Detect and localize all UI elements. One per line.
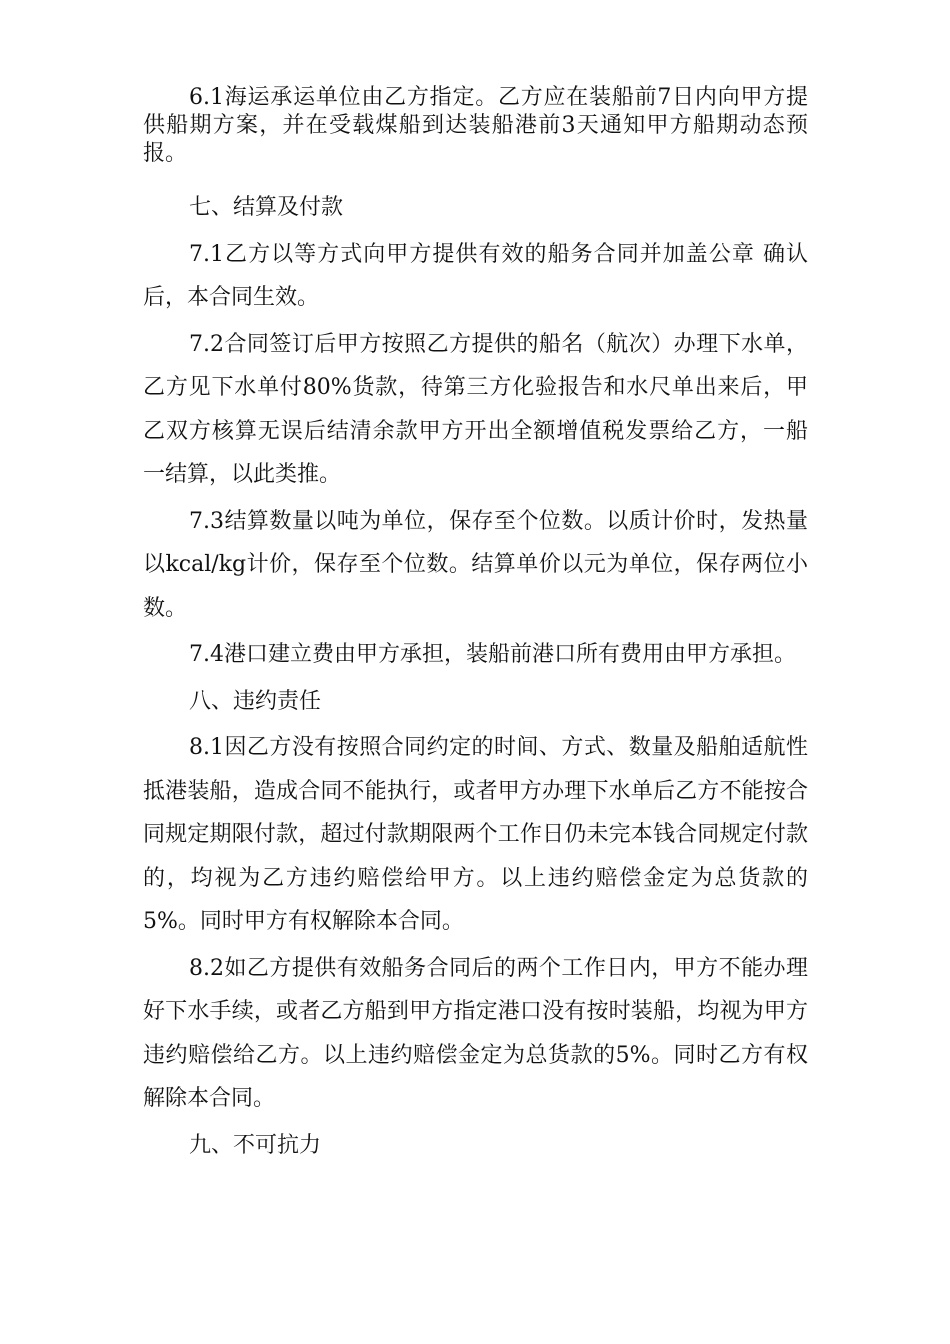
document-page: [143, 84, 808, 1170]
clause-7-1: 7.1乙方以等方式向甲方提供有效的船务合同并加盖公章 确认后，本合同生效。: [143, 241, 808, 310]
section-heading-9: 九、不可抗力: [189, 1132, 322, 1158]
clause-7-2: 7.2合同签订后甲方按照乙方提供的船名（航次）办理下水单， 乙方见下水单付80%货款，待第三方化验报告和水尺单出来后，甲 乙双方核算无误后结清余款甲方开出全额增值税发票给乙方，一船 一结算，以此类推。: [143, 331, 808, 487]
section-heading-8: 八、违约责任: [189, 688, 322, 714]
clause-7-3: 7.3结算数量以吨为单位，保存至个位数。以质计价时，发热量以kcal/kg计价，保存至个位数。结算单价以元为单位，保存两位小数。: [143, 508, 808, 621]
clause-6-1: 6.1海运承运单位由乙方指定。乙方应在装船前7日内向甲方提供船期方案，并在受载煤船到达装船港前3天通知甲方船期动态预报。: [143, 85, 808, 166]
clause-7-4: 7.4港口建立费由甲方承担，装船前港口所有费用由甲方承担。: [189, 642, 796, 667]
section-heading-7: 七、结算及付款: [189, 195, 344, 220]
clause-8-1: 8.1因乙方没有按照合同约定的时间、方式、数量及船舶适航性抵港装船，造成合同不能执行，或者甲方办理下水单后乙方不能按合同规定期限付款，超过付款期限两个工作日仍未完本钱合同规定付款的，均视为乙方违约赔偿给甲方。以上违约赔偿金定为总货款的5%。同时甲方有权解除本合同。: [143, 735, 808, 934]
clause-8-2: 8.2如乙方提供有效船务合同后的两个工作日内，甲方不能办理好下水手续，或者乙方船到甲方指定港口没有按时装船，均视为甲方违约赔偿给乙方。以上违约赔偿金定为总货款的5%。同时乙方有权解除本合同。: [143, 955, 808, 1111]
